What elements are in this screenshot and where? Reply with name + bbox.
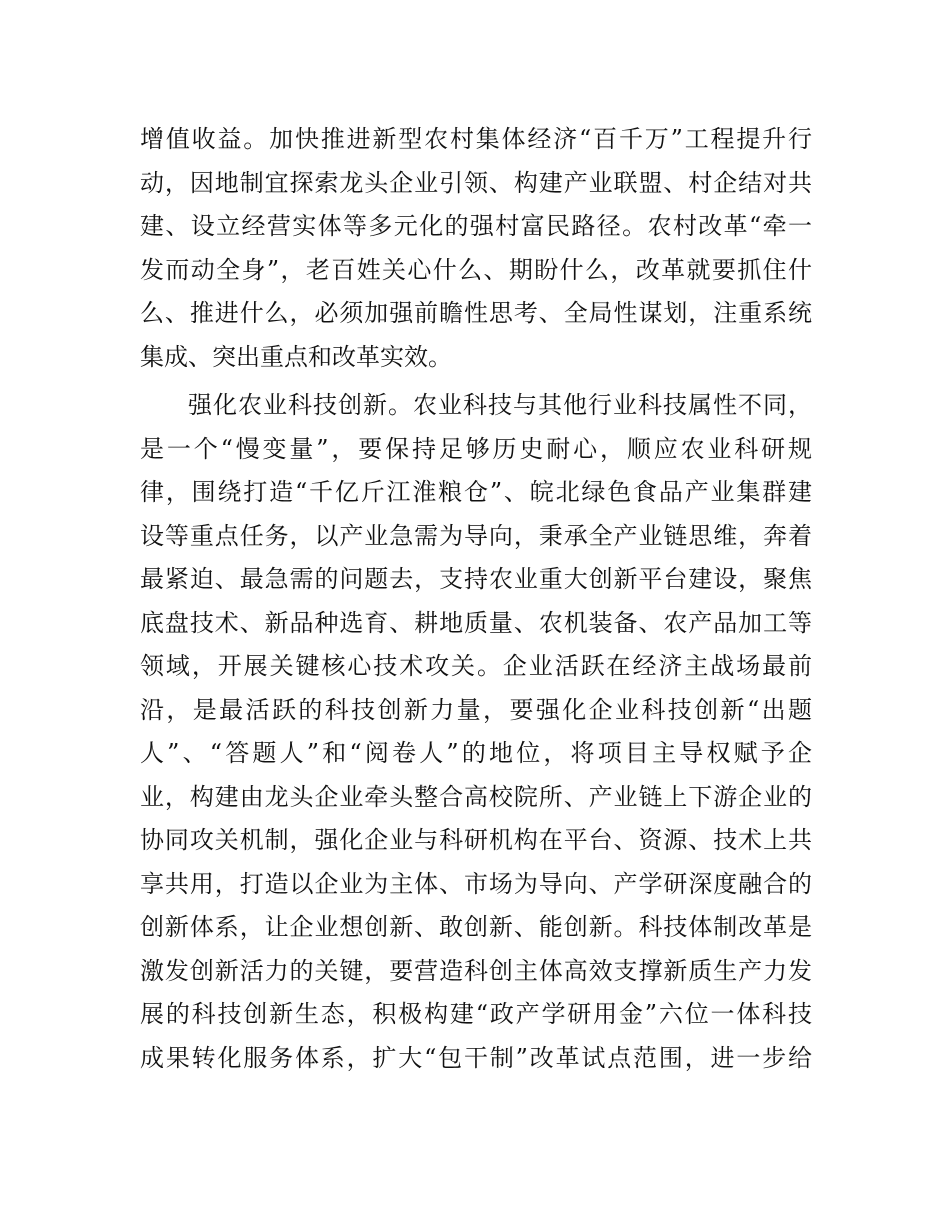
text-line: 成果转化服务体系，扩大“包干制”改革试点范围，进一步给 [140, 1043, 812, 1072]
text-line: 领域，开展关键核心技术攻关。企业活跃在经济主战场最前 [140, 652, 812, 680]
text-line: 增值收益。加快推进新型农村集体经济“百千万”工程提升行 [140, 125, 812, 153]
paragraph-agri-tech-innovation [140, 384, 812, 1080]
text-line: 发而动全身”，老百姓关心什么、期盼什么，改革就要抓住什 [140, 255, 812, 284]
paragraph-rural-reform [140, 118, 812, 379]
text-line: 沿，是最活跃的科技创新力量，要强化企业科技创新“出题 [140, 695, 812, 724]
text-line: 动，因地制宜探索龙头企业引领、构建产业联盟、村企结对共 [140, 168, 812, 197]
text-line: 集成、突出重点和改革实效。 [140, 342, 452, 371]
text-line: 么、推进什么，必须加强前瞻性思考、全局性谋划，注重系统 [140, 299, 812, 327]
text-line: 建、设立经营实体等多元化的强村富民路径。农村改革“牵一 [140, 212, 812, 240]
text-line: 强化农业科技创新。农业科技与其他行业科技属性不同， [188, 391, 812, 419]
text-line: 是一个“慢变量”，要保持足够历史耐心，顺应农业科研规 [140, 434, 812, 463]
text-line: 激发创新活力的关键，要营造科创主体高效支撑新质生产力发 [140, 956, 812, 985]
text-line: 协同攻关机制，强化企业与科研机构在平台、资源、技术上共 [140, 826, 812, 854]
text-line: 业，构建由龙头企业牵头整合高校院所、产业链上下游企业的 [140, 782, 812, 811]
text-line: 设等重点任务，以产业急需为导向，秉承全产业链思维，奔着 [140, 521, 812, 550]
text-line: 底盘技术、新品种选育、耕地质量、农机装备、农产品加工等 [140, 608, 812, 637]
text-line: 律，围绕打造“千亿斤江淮粮仓”、皖北绿色食品产业集群建 [140, 478, 812, 506]
text-line: 展的科技创新生态，积极构建“政产学研用金”六位一体科技 [140, 1000, 812, 1028]
text-line: 最紧迫、最急需的问题去，支持农业重大创新平台建设，聚焦 [140, 565, 812, 593]
text-line: 创新体系，让企业想创新、敢创新、能创新。科技体制改革是 [140, 913, 812, 941]
text-line: 人”、“答题人”和“阅卷人”的地位，将项目主导权赋予企 [140, 739, 812, 767]
text-line: 享共用，打造以企业为主体、市场为导向、产学研深度融合的 [140, 869, 812, 898]
